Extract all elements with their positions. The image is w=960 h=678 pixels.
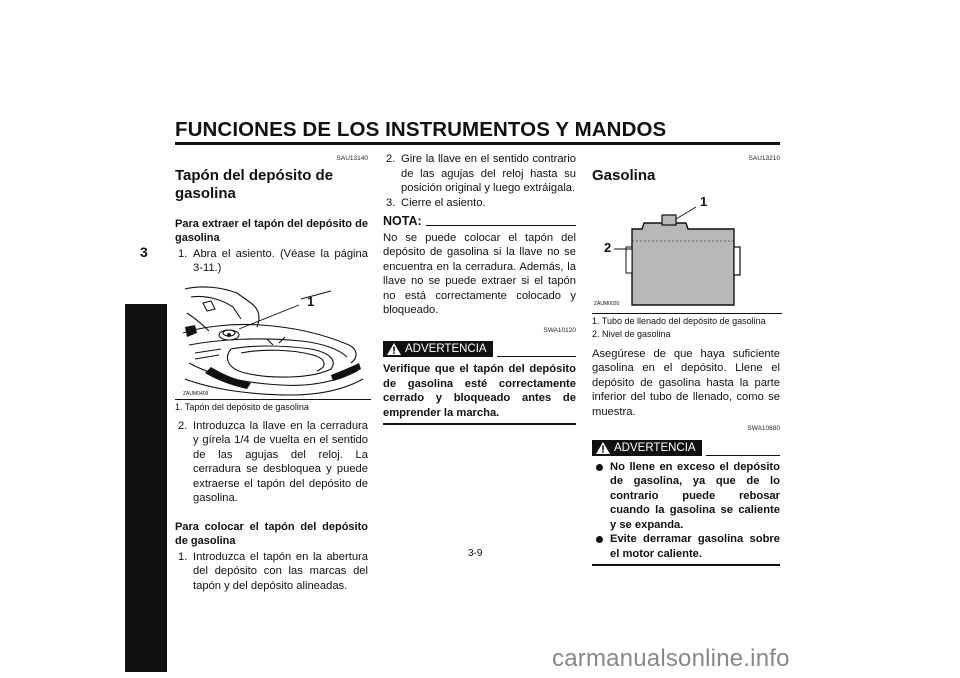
bullet-dot-icon (596, 536, 603, 543)
chapter-tab-marker (125, 222, 167, 304)
figure-caption-1: 1. Tubo de llenado del depósito de gasolina (592, 313, 782, 327)
step-close-seat (383, 196, 576, 211)
step-text: Introduzca el tapón en la abertura del depósito con las marcas del tapón y del depósito alineadas. (193, 550, 368, 592)
figure-fuel-cap (181, 283, 367, 399)
watermark: carmanualsonline.info (552, 645, 790, 672)
chapter-side-tab (125, 232, 167, 672)
figure-caption: 1. Tapón del depósito de gasolina (175, 399, 371, 413)
warning-bullet (592, 532, 780, 561)
warning-code: SWA10880 (747, 425, 780, 432)
figure-caption-2: 2. Nivel de gasolina (592, 328, 671, 339)
warning-label: ADVERTENCIA (614, 441, 696, 454)
fuel-tank-illustration (592, 193, 780, 313)
warning-code: SWA10120 (543, 326, 576, 334)
step-number: 3. (386, 196, 396, 209)
note-label: NOTA: (383, 214, 422, 228)
header-rule (175, 142, 780, 145)
step-number: 1. (178, 550, 188, 563)
subheading-install-cap: Para colocar el tapón del depósito de gasolina (175, 520, 368, 547)
note-heading (383, 214, 576, 229)
step-insert-key (175, 419, 368, 506)
figure-callout-2: 2 (604, 239, 612, 255)
fuel-body-text: Asegúrese de que haya suficiente gasolina en el depósito. Llene el depósito de gasolina hasta la parte inferior del tubo de llenado, como se muestra. (592, 347, 780, 418)
page-header-title: FUNCIONES DE LOS INSTRUMENTOS Y MANDOS (175, 118, 667, 141)
section-code: SAU13210 (748, 155, 780, 162)
warning-rule (706, 455, 780, 456)
warning-text: Verifique que el tapón del depósito de gasolina esté correctamente cerrado y bloqueado antes de emprender la marcha. (383, 363, 576, 419)
bullet-dot-icon (596, 464, 603, 471)
chapter-number: 3 (140, 244, 148, 260)
warning-bottom-rule (592, 564, 780, 566)
warning-rule (497, 356, 576, 357)
step-text: Gire la llave en el sentido contrario de las agujas del reloj hasta su posición original y luego extráigala. (401, 153, 576, 194)
section-code: SAU13140 (336, 155, 368, 162)
scooter-seat-illustration (181, 283, 367, 399)
bullet-text: Evite derramar gasolina sobre el motor caliente. (610, 533, 780, 560)
step-text: Introduzca la llave en la cerradura y gírela 1/4 de vuelta en el sentido de las agujas del reloj. La cerradura se desbloquea y puede extraerse el tapón del depósito de gasolina. (193, 419, 368, 504)
figure-code: ZAUM0409 (183, 390, 209, 397)
note-text: No se puede colocar el tapón del depósito de gasolina si la llave no se encuentra en la cerradura. Además, la llave no se puede extraer si el tapón no está correctamente colocado y bloqueado. (383, 231, 576, 316)
subheading-remove-cap: Para extraer el tapón del depósito de gasolina (175, 217, 368, 244)
section-title-fuel-cap: Tapón del depósito de gasolina (175, 166, 334, 202)
column-3 (592, 152, 780, 566)
step-text: Abra el asiento. (Véase la página 3-11.) (193, 247, 368, 274)
warning-triangle-icon (387, 343, 401, 355)
page-number: 3-9 (468, 548, 483, 559)
step-text: Cierre el asiento. (401, 196, 486, 209)
warning-bullet (592, 460, 780, 533)
warning-heading (383, 341, 576, 357)
figure-fuel-tank (592, 193, 780, 313)
step-number: 1. (178, 247, 188, 260)
figure-code: ZAUM0020 (594, 300, 620, 307)
warning-heading (592, 440, 780, 456)
warning-badge (592, 440, 702, 456)
warning-triangle-icon (596, 442, 610, 454)
figure-callout-1: 1 (700, 193, 708, 209)
column-2 (383, 152, 576, 425)
note-rule (426, 225, 576, 226)
column-1 (175, 152, 368, 593)
section-title-fuel: Gasolina (592, 166, 656, 184)
bullet-text: No llene en exceso el depósito de gasolina, ya que de lo contrario puede rebosar cuando la gasolina se caliente y se expanda. (610, 460, 780, 531)
warning-badge (383, 341, 493, 357)
warning-bottom-rule (383, 423, 576, 425)
step-insert-cap (175, 550, 368, 594)
step-number: 2. (178, 419, 188, 432)
step-number: 2. (386, 153, 396, 165)
figure-callout-1: 1 (307, 293, 315, 309)
warning-label: ADVERTENCIA (405, 343, 487, 355)
step-open-seat (175, 247, 368, 276)
step-turn-key (383, 152, 576, 196)
